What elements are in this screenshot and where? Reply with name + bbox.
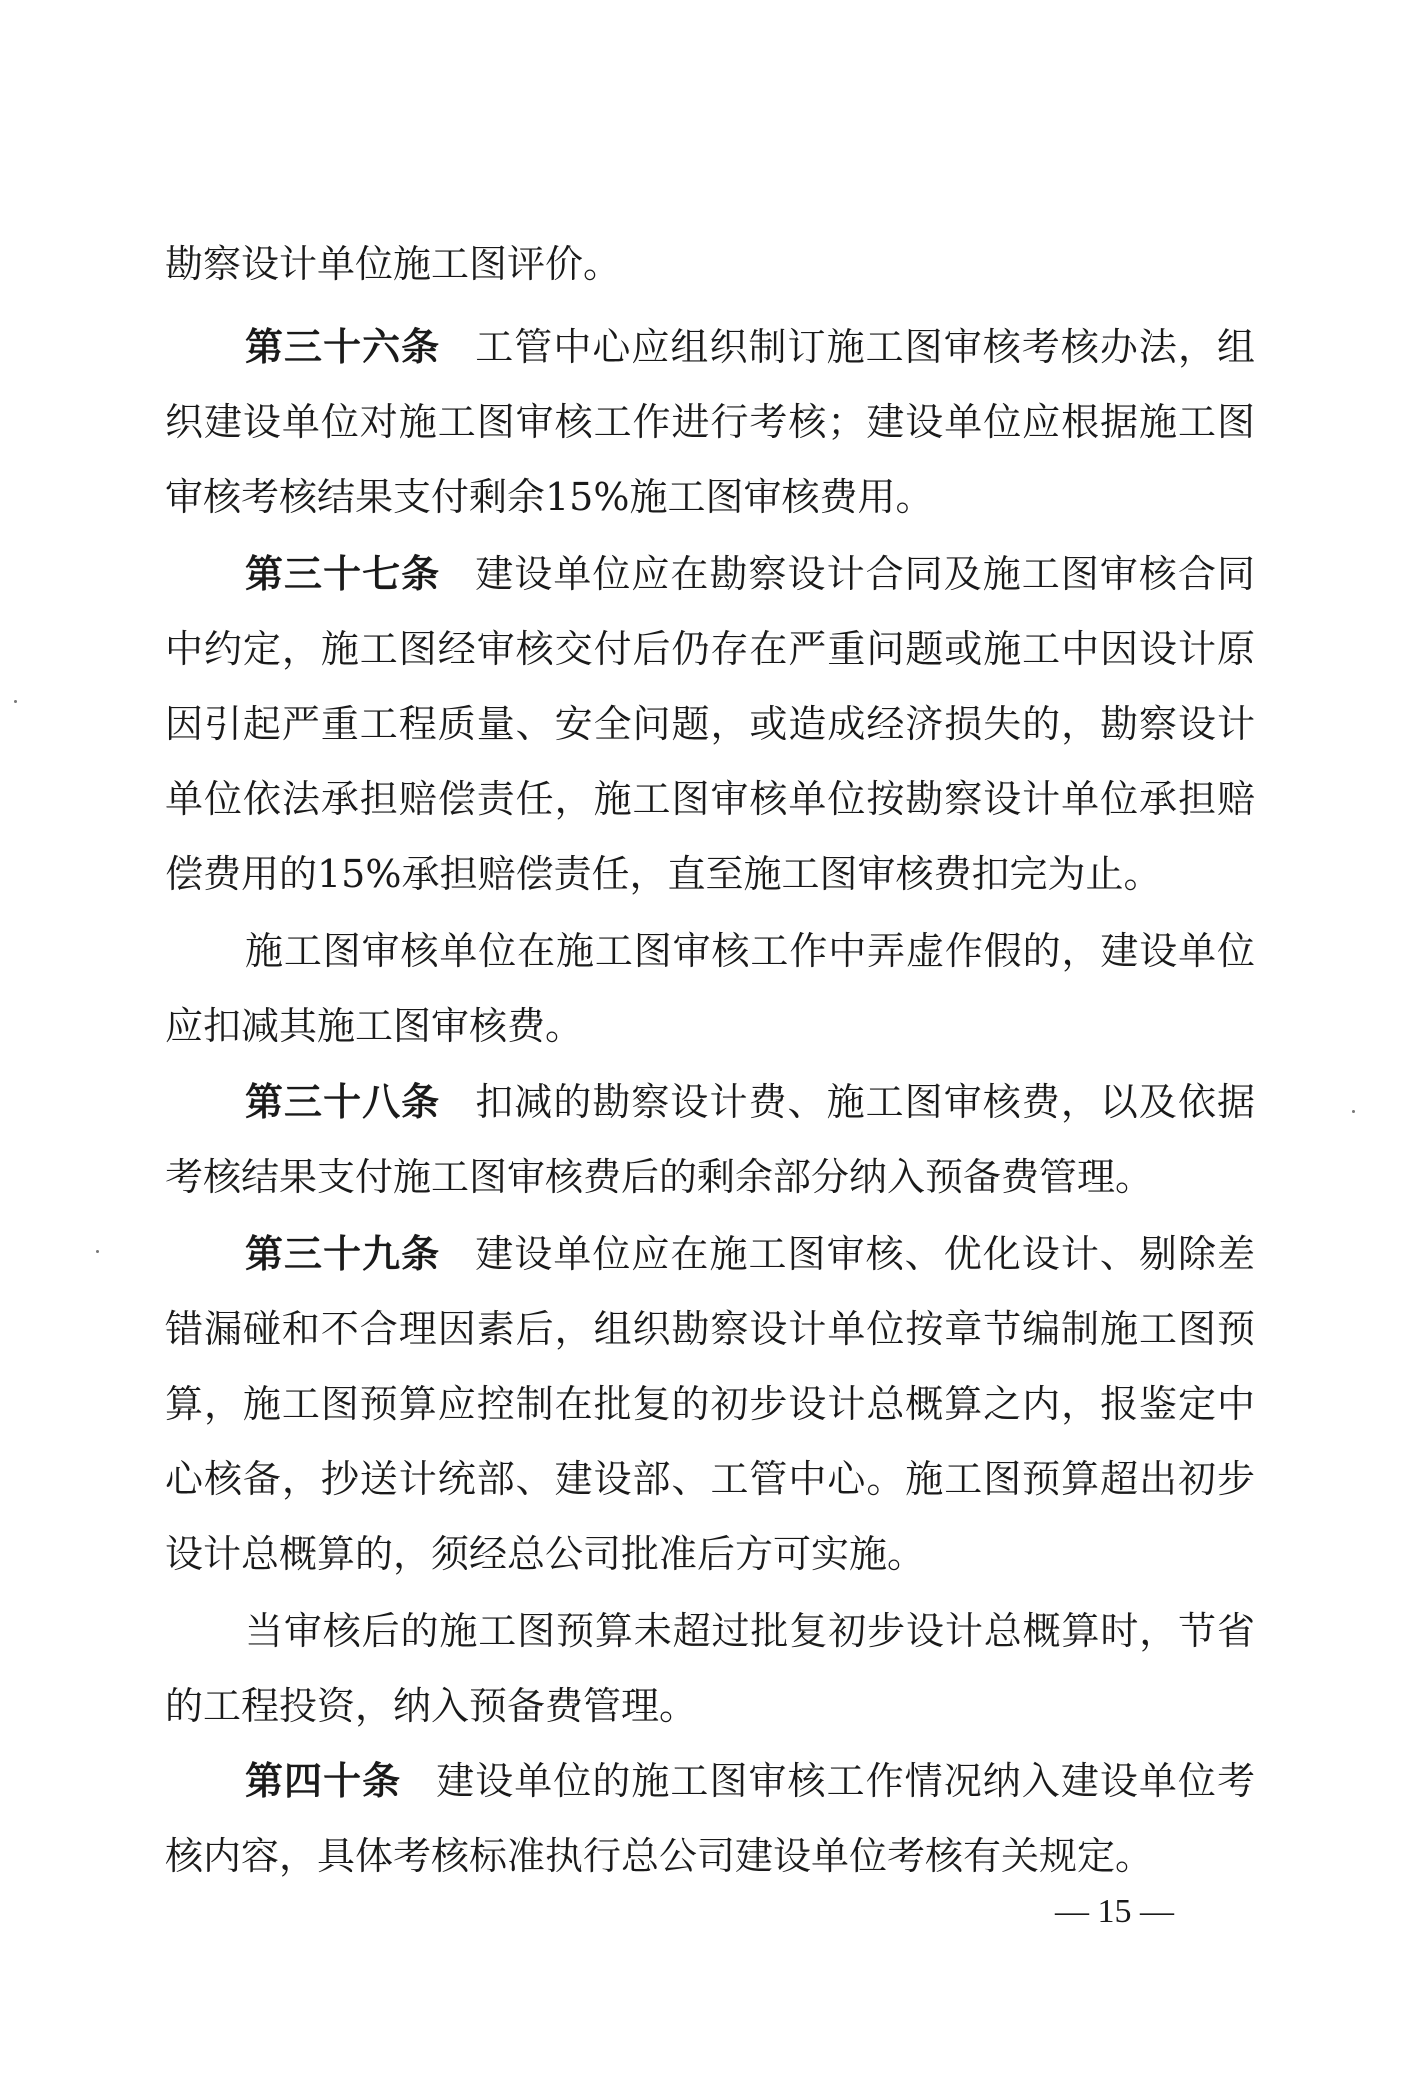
article-39-line-4: 心核备，抄送计统部、建设部、工管中心。施工图预算超出初步: [165, 1457, 1255, 1501]
article-36-line-3: 审核考核结果支付剩余15%施工图审核费用。: [165, 475, 934, 519]
scan-speck: [1352, 1110, 1355, 1113]
page-number: — 15 —: [1055, 1893, 1174, 1930]
article-40-heading: 第四十条: [245, 1759, 402, 1803]
article-38-text-1: 扣减的勘察设计费、施工图审核费，以及依据: [474, 1080, 1255, 1124]
article-39-line-5: 设计总概算的，须经总公司批准后方可实施。: [165, 1532, 926, 1576]
article-39-heading: 第三十九条: [245, 1232, 441, 1276]
article-36-line-2: 织建设单位对施工图审核工作进行考核；建设单位应根据施工图: [165, 400, 1255, 444]
article-38-line-2: 考核结果支付施工图审核费后的剩余部分纳入预备费管理。: [165, 1155, 1154, 1199]
article-37-text-1: 建设单位应在勘察设计合同及施工图审核合同: [474, 552, 1255, 596]
article-40-text-1: 建设单位的施工图审核工作情况纳入建设单位考: [435, 1759, 1255, 1803]
article-35-tail: 勘察设计单位施工图评价。: [165, 242, 622, 286]
article-39-line-1: [245, 1230, 1255, 1278]
article-40-line-2: 核内容，具体考核标准执行总公司建设单位考核有关规定。: [165, 1834, 1154, 1878]
article-39-para2-line-1: 当审核后的施工图预算未超过批复初步设计总概算时，节省: [245, 1609, 1255, 1653]
article-37-line-4: 单位依法承担赔偿责任，施工图审核单位按勘察设计单位承担赔: [165, 777, 1255, 821]
article-36-text-1: 工管中心应组织制订施工图审核考核办法，组: [474, 325, 1255, 369]
article-39-text-1: 建设单位应在施工图审核、优化设计、剔除差: [474, 1232, 1255, 1276]
article-37-heading: 第三十七条: [245, 552, 441, 596]
article-36-heading: 第三十六条: [245, 325, 441, 369]
article-39-line-2: 错漏碰和不合理因素后，组织勘察设计单位按章节编制施工图预: [165, 1307, 1255, 1351]
article-36-line-1: [245, 323, 1255, 371]
article-39-line-3: 算，施工图预算应控制在批复的初步设计总概算之内，报鉴定中: [165, 1382, 1255, 1426]
article-37-para2-line-1: 施工图审核单位在施工图审核工作中弄虚作假的，建设单位: [245, 929, 1255, 973]
scan-speck: [96, 1250, 99, 1253]
article-40-line-1: [245, 1757, 1255, 1805]
scan-speck: [14, 700, 17, 703]
article-37-line-5: 偿费用的15%承担赔偿责任，直至施工图审核费扣完为止。: [165, 852, 1162, 896]
article-37-line-1: [245, 550, 1255, 598]
article-37-para2-line-2: 应扣减其施工图审核费。: [165, 1004, 584, 1048]
article-39-para2-line-2: 的工程投资，纳入预备费管理。: [165, 1684, 698, 1728]
article-38-line-1: [245, 1078, 1255, 1126]
article-38-heading: 第三十八条: [245, 1080, 441, 1124]
article-37-line-2: 中约定，施工图经审核交付后仍存在严重问题或施工中因设计原: [165, 627, 1255, 671]
article-37-line-3: 因引起严重工程质量、安全问题，或造成经济损失的，勘察设计: [165, 702, 1255, 746]
